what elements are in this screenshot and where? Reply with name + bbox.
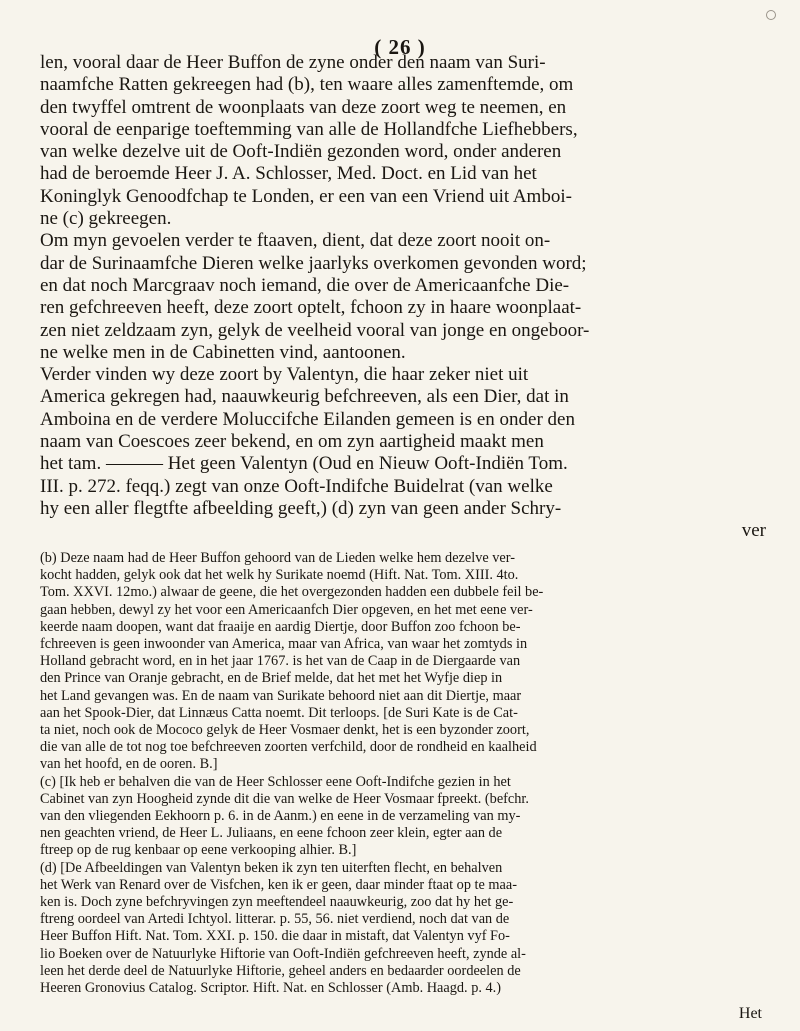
- body-line: Amboina en de verdere Moluccifche Eilanden gemeen is en onder den: [40, 408, 575, 430]
- footnote-line: aan het Spook-Dier, dat Linnæus Catta noemt. Dit terloops. [de Suri Kate is de Cat-: [40, 704, 518, 721]
- footnotes: [40, 550, 766, 997]
- footnote-line: die van alle de tot nog toe befchreeven zoorten verfchild, door de rondheid en kaalheid: [40, 739, 537, 756]
- body-line: III. p. 272. feqq.) zegt van onze Ooft-Indifche Buidelrat (van welke: [40, 475, 553, 497]
- footnote-line: Tom. XXVI. 12mo.) alwaar de geene, die het overgezonden hadden een dubbele feil be-: [40, 584, 544, 601]
- footnote-line: het Werk van Renard over de Visfchen, ken ik er geen, daar minder ftaat op te maa-: [40, 876, 518, 893]
- footnote-line: Heeren Gronovius Catalog. Scriptor. Hift. Nat. en Schlosser (Amb. Haagd. p. 4.): [40, 980, 501, 997]
- footnote-line: ta niet, noch ook de Mococo gelyk de Heer Vosmaer denkt, het is een byzonder zoort,: [40, 722, 530, 739]
- footnote-line: het Land gevangen was. En de naam van Surikate behoord niet aan dit Diertje, maar: [40, 687, 522, 704]
- body-line: ren gefchreeven heeft, deze zoort optelt, fchoon zy in haare woonplaat-: [40, 297, 582, 319]
- footnote-line: Holland gebracht word, en in het jaar 1767. is het van de Caap in de Diergaarde van: [40, 653, 521, 670]
- body-line: naam van Coescoes zeer bekend, en om zyn aartigheid maakt men: [40, 431, 544, 453]
- footnote-line: gaan hebben, dewyl zy het voor een Americaanfch Dier opgeven, en het met eene ver-: [40, 601, 533, 618]
- body-line: en dat noch Marcgraav noch iemand, die over de Americaanfche Die-: [40, 274, 570, 296]
- footnote-line: den Prince van Oranje gebracht, en de Brief melde, dat het met het Wyfje diep in: [40, 670, 503, 687]
- footnote-line: kocht hadden, gelyk ook dat het welk hy Surikate noemd (Hift. Nat. Tom. XIII. 4to.: [40, 567, 519, 584]
- body-line: naamfche Ratten gekreegen had (b), ten waare alles zamenftemde, om: [40, 74, 574, 96]
- footnote-line: van den vliegenden Eekhoorn p. 6. in de Aanm.) en eene in de verzameling van my-: [40, 808, 521, 825]
- footnote-line: nen geachten vriend, de Heer L. Juliaans, en eene fchoon zeer klein, egter aan de: [40, 825, 503, 842]
- footnote-line: fchreeven is geen inwoonder van America, maar van Africa, van waar het zomtyds in: [40, 636, 528, 653]
- body-line: van welke dezelve uit de Ooft-Indiën gezonden word, onder anderen: [40, 141, 562, 163]
- footnote-line: lio Boeken over de Natuurlyke Hiftorie van Ooft-Indiën gefchreeven heeft, zynde al-: [40, 945, 526, 962]
- body-line: Om myn gevoelen verder te ftaaven, dient, dat deze zoort nooit on-: [40, 230, 551, 252]
- body-line: ne welke men in de Cabinetten vind, aantoonen.: [40, 341, 406, 363]
- body-line: den twyffel omtrent de woonplaats van deze zoort weg te neemen, en: [40, 96, 567, 118]
- body-line: America gekregen had, naauwkeurig befchreeven, als een Dier, dat in: [40, 386, 569, 408]
- body-line: ver: [741, 520, 766, 542]
- body-line: het tam. ——— Het geen Valentyn (Oud en Nieuw Ooft-Indiën Tom.: [40, 453, 568, 475]
- body-line: Verder vinden wy deze zoort by Valentyn, die haar zeker niet uit: [40, 364, 529, 386]
- body-line: zen niet zeldzaam zyn, gelyk de veelheid vooral van jonge en ongeboor-: [40, 319, 590, 341]
- footnote-line: (b) Deze naam had de Heer Buffon gehoord van de Lieden welke hem dezelve ver-: [40, 550, 516, 566]
- footnote-line: (c) [Ik heb er behalven die van de Heer Schlosser eene Ooft-Indifche gezien in het: [40, 773, 511, 790]
- body-line: ne (c) gekreegen.: [40, 208, 172, 230]
- catchword: Het: [738, 1005, 762, 1022]
- body-line: Koninglyk Genoodfchap te Londen, er een van een Vriend uit Amboi-: [40, 185, 572, 207]
- body-line: vooral de eenparige toeftemming van alle de Hollandfche Liefhebbers,: [40, 118, 578, 140]
- footnote-line: ftreep op de rug kenbaar op eene verkooping alhier. B.]: [40, 842, 357, 859]
- footnote-line: keerde naam doopen, want dat fraaije en aardig Diertje, door Buffon zoo fchoon be-: [40, 618, 521, 635]
- body-line: had de beroemde Heer J. A. Schlosser, Med. Doct. en Lid van het: [40, 163, 537, 185]
- corner-mark: [766, 10, 776, 20]
- page-number: ( 26 ): [374, 35, 426, 59]
- footnote-line: ftreng oordeel van Artedi Ichtyol. litterar. p. 55, 56. niet verdiend, noch dat van de: [40, 911, 510, 928]
- footnote-line: (d) [De Afbeeldingen van Valentyn beken ik zyn ten uiterften flecht, en behalven: [40, 859, 503, 876]
- footnote-line: Heer Buffon Hift. Nat. Tom. XXI. p. 150. die daar in mistaft, dat Valentyn vyf Fo-: [40, 928, 510, 945]
- footnote-line: ken is. Doch zyne befchryvingen zyn meeftendeel naauwkeurig, zoo dat hy het ge-: [40, 894, 514, 911]
- main-text: [40, 52, 766, 543]
- footnote-line: Cabinet van zyn Hoogheid zynde dit die van welke de Heer Vosmaar fpreekt. (befchr.: [40, 790, 529, 807]
- body-line: dar de Surinaamfche Dieren welke jaarlyks overkomen gevonden word;: [40, 252, 587, 274]
- footnote-line: leen het derde deel de Natuurlyke Hiftorie, geheel anders en bedaarder oordeelen de: [40, 962, 521, 979]
- body-line: hy een aller flegtfte afbeelding geeft,) (d) zyn van geen ander Schry-: [40, 497, 562, 519]
- footnote-line: van het hoofd, en de ooren. B.]: [40, 756, 218, 773]
- body-line: len, vooral daar de Heer Buffon de zyne onder den naam van Suri-: [40, 52, 546, 73]
